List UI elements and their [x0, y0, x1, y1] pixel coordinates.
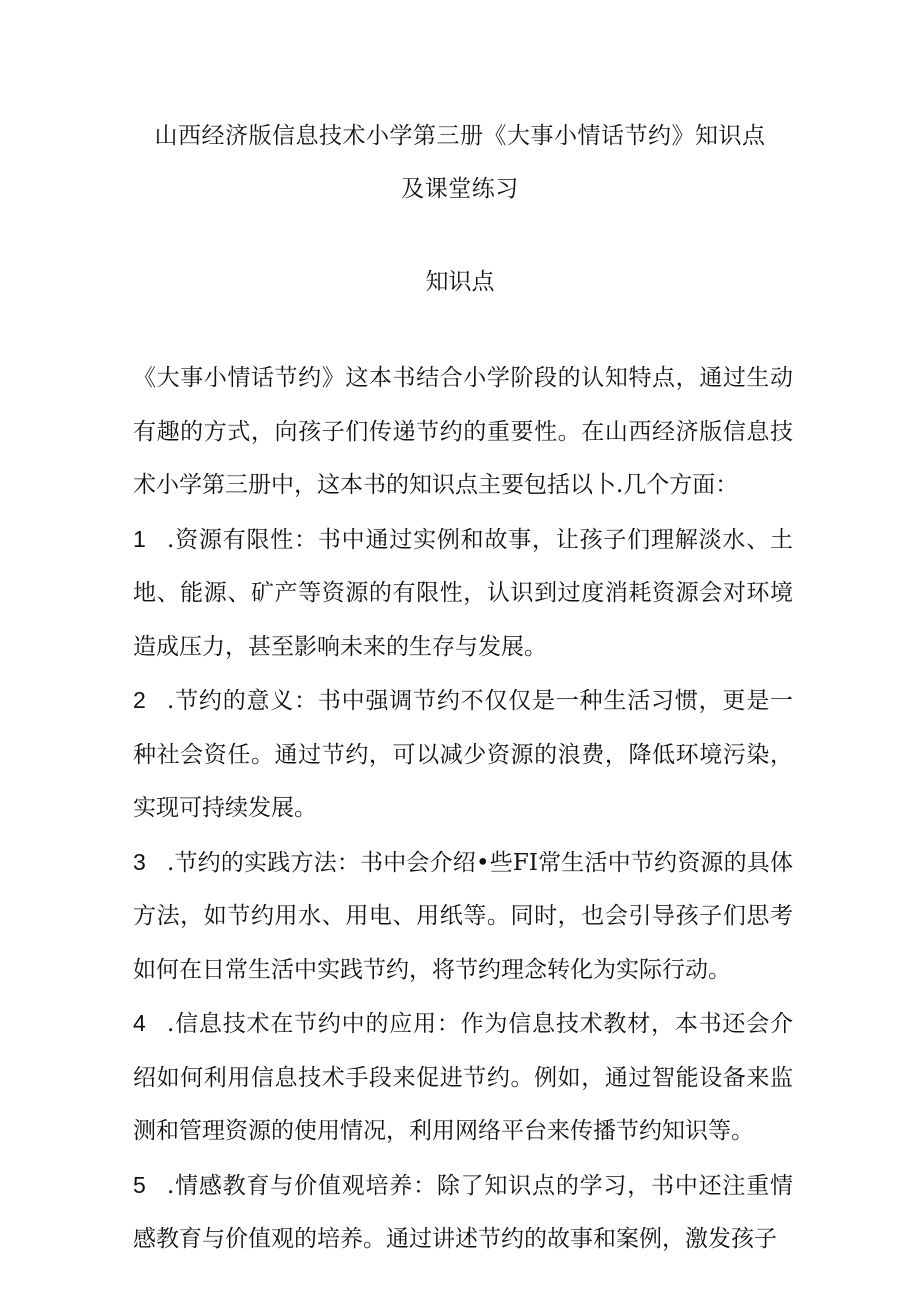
point-text: .资源有限性：书中通过实例和故事，让孩子们理解淡水、土地、能源、矿产等资源的有限性，认识到过度消耗资源会对环境造成压力，甚至影响未来的生存与发展。 — [133, 526, 793, 660]
point-paragraph-1 — [133, 513, 793, 675]
point-text: .信息技术在节约中的应用：作为信息技术教材，本书还会介绍如何利用信息技术手段来促进节约。例如，通过智能设备来监测和管理资源的使用情况，利用网络平台来传播节约知识等。 — [133, 1011, 793, 1144]
document-title-line-1: 山西经济版信息技术小学第三册《大事小情话节约》知识点 — [154, 123, 766, 149]
point-number: 1 — [133, 525, 146, 552]
point-text: .情感教育与价值观培养：除了知识点的学习，书中还注重情感教育与价值观的培养。通过讲述节约的故事和案例，激发孩子 — [133, 1172, 793, 1252]
point-number: 3 — [133, 848, 146, 875]
point-number: 2 — [133, 687, 146, 713]
point-paragraph-5 — [133, 1159, 793, 1267]
point-paragraph-4 — [133, 997, 793, 1159]
point-paragraph-2 — [133, 674, 793, 836]
section-heading: 知识点 — [425, 269, 495, 295]
point-text: .节约的实践方法：书中会介绍•些FI常生活中节约资源的具体方法，如节约用水、用电、用纸等。同时，也会引导孩子们思考如何在日常生活中实践节约，将节约理念转化为实际行动。 — [133, 849, 793, 983]
point-number: 4 — [133, 1010, 146, 1036]
document-body — [133, 352, 793, 1267]
point-number: 5 — [133, 1171, 146, 1198]
intro-paragraph: 《大事小情话节约》这本书结合小学阶段的认知特点，通过生动有趣的方式，向孩子们传递节约的重要性。在山西经济版信息技术小学第三册中，这本书的知识点主要包括以卜.几个方面： — [133, 365, 793, 498]
document-title-line-2: 及课堂练习 — [401, 176, 519, 202]
point-text: .节约的意义：书中强调节约不仅仅是一种生活习惯，更是一种社会资任。通过节约，可以减少资源的浪费，降低环境污染，实现可持续发展。 — [133, 688, 793, 821]
point-paragraph-3 — [133, 836, 793, 998]
